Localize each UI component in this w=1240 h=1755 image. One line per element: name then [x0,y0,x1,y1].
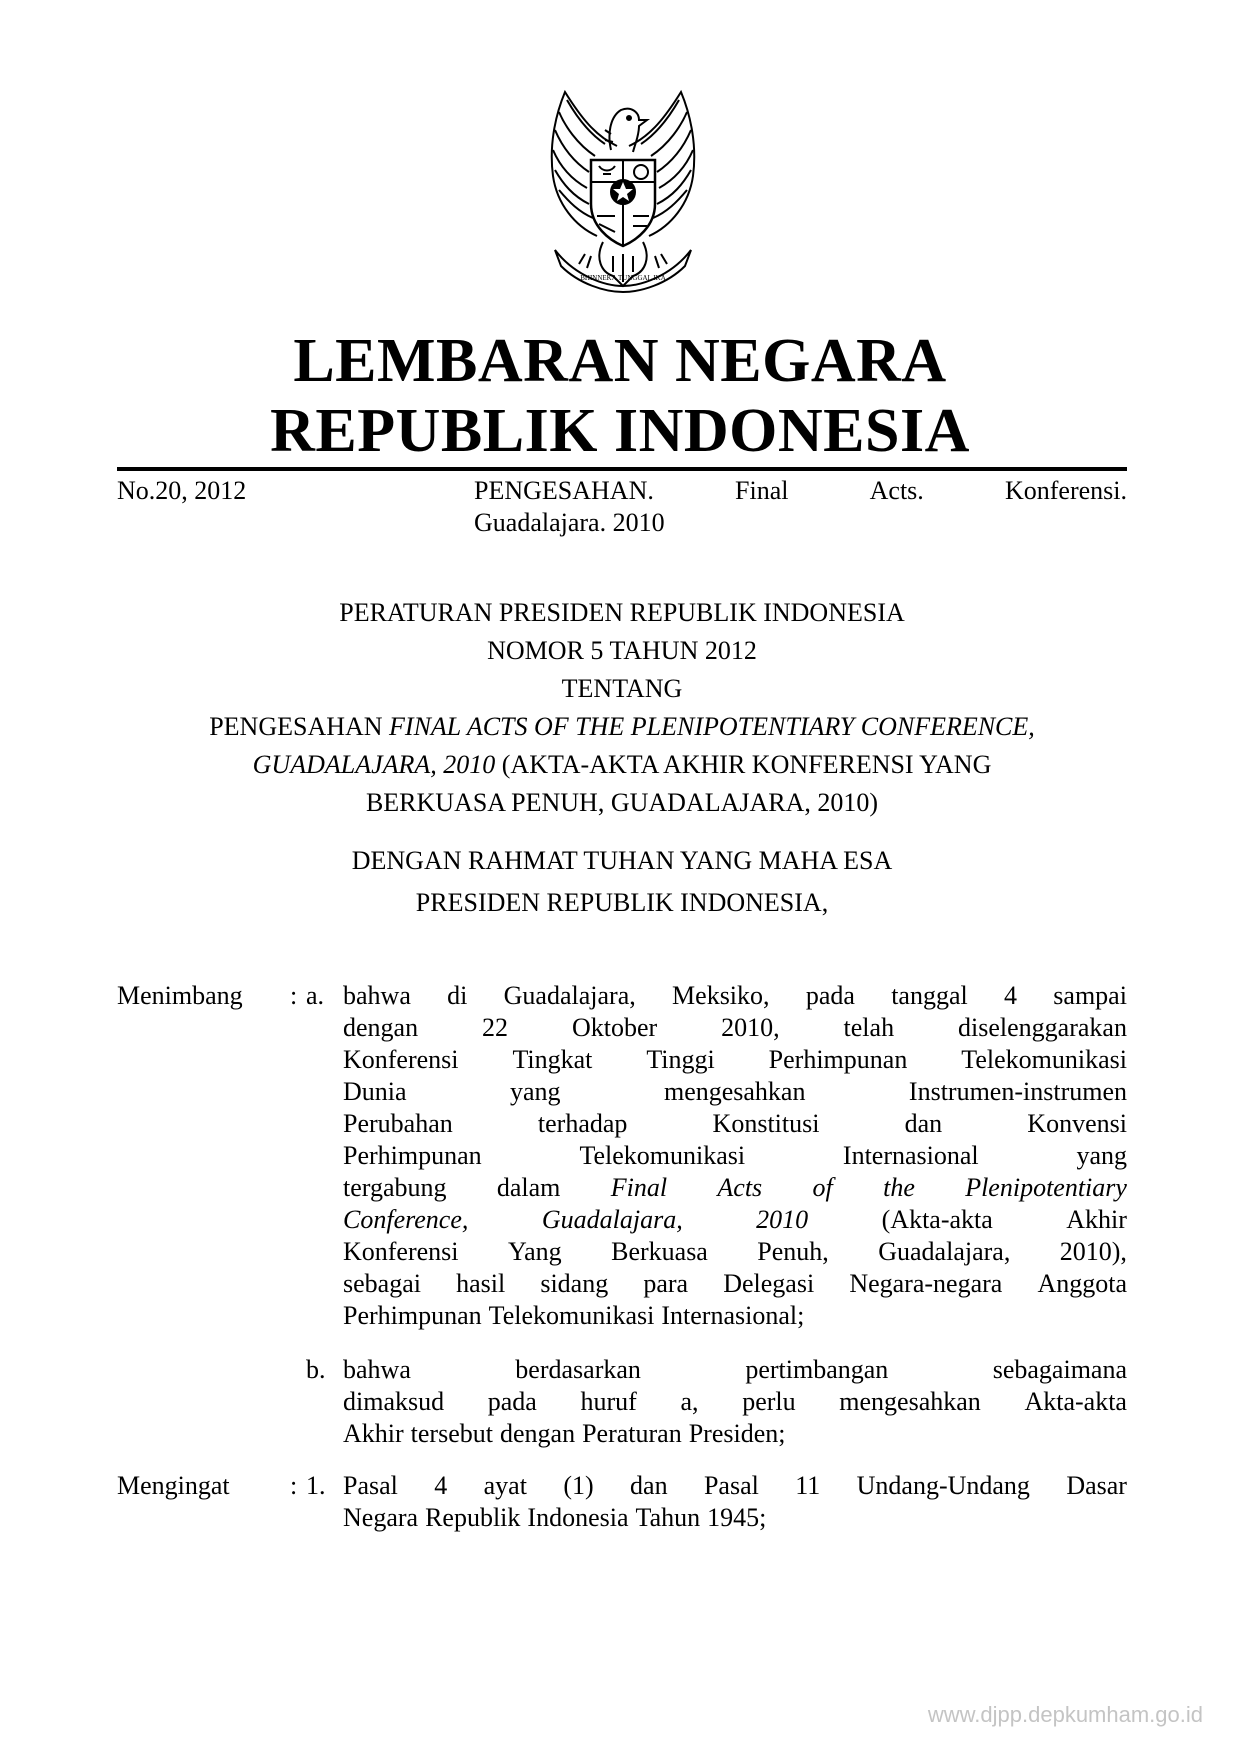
word: dan [904,1109,943,1138]
mengingat-marker-1: 1. [306,1471,326,1500]
word: bahwa [343,1355,411,1384]
word: dan [630,1471,668,1500]
word: Akhir [343,1419,404,1448]
word: telah [843,1013,895,1042]
text-line [343,1300,1127,1332]
text-line [343,1470,1127,1502]
mengingat-item-1 [343,1470,1127,1534]
word: a, [680,1387,699,1416]
text-line [343,1012,1127,1044]
preamble-line2: PRESIDEN REPUBLIK INDONESIA, [415,888,829,917]
text-line [343,1108,1127,1140]
preamble [117,840,1127,924]
word: sidang [540,1269,609,1298]
word: Meksiko, [672,981,770,1010]
word: Presiden; [688,1419,786,1448]
issue-number: No.20, 2012 [117,476,247,505]
regulation-subject-line3: BERKUASA PENUH, GUADALAJARA, 2010) [365,788,879,817]
regulation-type: PERATURAN PRESIDEN REPUBLIK INDONESIA [339,598,905,627]
word: 4 [1004,981,1017,1010]
word: Acts [717,1173,763,1202]
text-line [343,1044,1127,1076]
word: Indonesia [527,1503,629,1532]
text-line [343,1172,1127,1204]
word: Konferensi [343,1237,459,1266]
word: yang [1076,1141,1127,1170]
word: Guadalajara, [503,981,636,1010]
word: 11 [795,1471,821,1500]
text-line [343,1502,1127,1534]
word: huruf [580,1387,637,1416]
word: sampai [1053,981,1127,1010]
word: (1) [563,1471,594,1500]
regulation-subject-line1: PENGESAHAN FINAL ACTS OF THE PLENIPOTENTIARY CONFERENCE, [209,712,1035,741]
word: Oktober [571,1013,658,1042]
masthead-divider [117,467,1127,471]
text-line [343,1386,1127,1418]
word: Berkuasa [611,1237,708,1266]
word: tanggal [891,981,968,1010]
word: 4 [434,1471,448,1500]
word: dengan [499,1419,576,1448]
source-watermark: www.djpp.depkumham.go.id [927,1702,1203,1727]
word: pertimbangan [745,1355,889,1384]
word: Perhimpunan [343,1141,482,1170]
word: Penuh, [757,1237,829,1266]
word: di [447,981,468,1010]
word: Anggota [1037,1269,1127,1298]
word: Perubahan [343,1109,453,1138]
word: mengesahkan [839,1387,981,1416]
masthead-title: LEMBARAN NEGARA [293,327,947,395]
svg-text:BHINNEKA TUNGGAL IKA: BHINNEKA TUNGGAL IKA [580,274,666,282]
word: dalam [496,1173,561,1202]
regulation-subject-line2: GUADALAJARA, 2010 (AKTA-AKTA AKHIR KONFERENSI YANG [252,750,992,779]
subject-word: PENGESAHAN. [474,476,654,505]
word: Peraturan [582,1419,682,1448]
regulation-title [117,594,1127,822]
word: diselenggarakan [958,1013,1127,1042]
word: Tingkat [512,1045,593,1074]
subject-word: Final [735,476,789,505]
word: pada [805,981,855,1010]
word: Final [610,1173,668,1202]
text-line [343,1354,1127,1386]
word: hasil [456,1269,506,1298]
menimbang-label: Menimbang [117,981,243,1010]
word: Negara [343,1503,419,1532]
word: Guadalajara, [541,1205,683,1234]
menimbang-colon: : [290,981,298,1010]
masthead-subtitle: REPUBLIK INDONESIA [270,397,970,465]
word: tergabung [343,1173,447,1202]
menimbang-item-b [343,1354,1127,1450]
text-line [343,1204,1127,1236]
regulation-about: TENTANG [561,674,683,703]
word: Tinggi [646,1045,715,1074]
word: yang [509,1077,561,1106]
word: Undang-Undang [856,1471,1030,1500]
word: 1945; [707,1503,767,1532]
word: Konstitusi [712,1109,820,1138]
regulation-number: NOMOR 5 TAHUN 2012 [487,636,757,665]
menimbang-marker-a: a. [306,981,325,1010]
word: terhadap [537,1109,628,1138]
garuda-pancasila-emblem-icon [525,86,721,294]
word: berdasarkan [515,1355,641,1384]
word: Guadalajara, [878,1237,1011,1266]
text-line [343,1140,1127,1172]
word: tersebut [410,1419,493,1448]
word: sebagaimana [992,1355,1127,1384]
word: Pasal [343,1471,398,1500]
word: 2010, [721,1013,780,1042]
word: 2010 [756,1205,809,1234]
word: Perhimpunan [768,1045,908,1074]
word: dengan [343,1013,419,1042]
mengingat-colon: : [290,1471,298,1500]
word: Akhir [1066,1205,1127,1234]
word: Konferensi [343,1045,459,1074]
word: para [643,1269,689,1298]
subject-word: Acts. [869,476,924,505]
word: Telekomunikasi [961,1045,1127,1074]
word: Conference, [343,1205,469,1234]
word: Telekomunikasi [488,1301,655,1330]
word: the [883,1173,915,1202]
issue-subject-line2: Guadalajara. 2010 [474,508,665,537]
text-line [343,1418,1127,1450]
subject-word: Konferensi. [1004,476,1127,505]
word: mengesahkan [663,1077,806,1106]
word: 2010), [1059,1237,1127,1266]
word: ayat [483,1471,527,1500]
word: Plenipotentiary [965,1173,1127,1202]
text-line [343,1236,1127,1268]
word: Internasional [842,1141,979,1170]
menimbang-item-a [343,980,1127,1332]
word: Pasal [703,1471,759,1500]
word: Telekomunikasi [579,1141,746,1170]
word: Konvensi [1027,1109,1127,1138]
word: 22 [482,1013,509,1042]
word: Negara-negara [849,1269,1003,1298]
word: pada [487,1387,537,1416]
word: bahwa [343,981,411,1010]
mengingat-label: Mengingat [117,1471,230,1500]
menimbang-marker-b: b. [306,1355,326,1384]
word: dimaksud [343,1387,445,1416]
word: of [812,1173,833,1202]
word: Perhimpunan [343,1301,482,1330]
word: Delegasi [723,1269,815,1298]
issue-subject-line1 [474,475,1127,507]
word: perlu [742,1387,796,1416]
word: Dasar [1066,1471,1127,1500]
word: Tahun [635,1503,701,1532]
text-line [343,1268,1127,1300]
word: Internasional; [661,1301,805,1330]
preamble-line1: DENGAN RAHMAT TUHAN YANG MAHA ESA [351,846,893,875]
word: Akta-akta [1024,1387,1127,1416]
word: Republik [425,1503,521,1532]
text-line [343,1076,1127,1108]
text-line [343,980,1127,1012]
word: (Akta-akta [881,1205,993,1234]
issue-subject [474,475,1127,539]
word: Dunia [343,1077,407,1106]
word: Yang [507,1237,562,1266]
word: sebagai [343,1269,421,1298]
word: Instrumen-instrumen [908,1077,1127,1106]
